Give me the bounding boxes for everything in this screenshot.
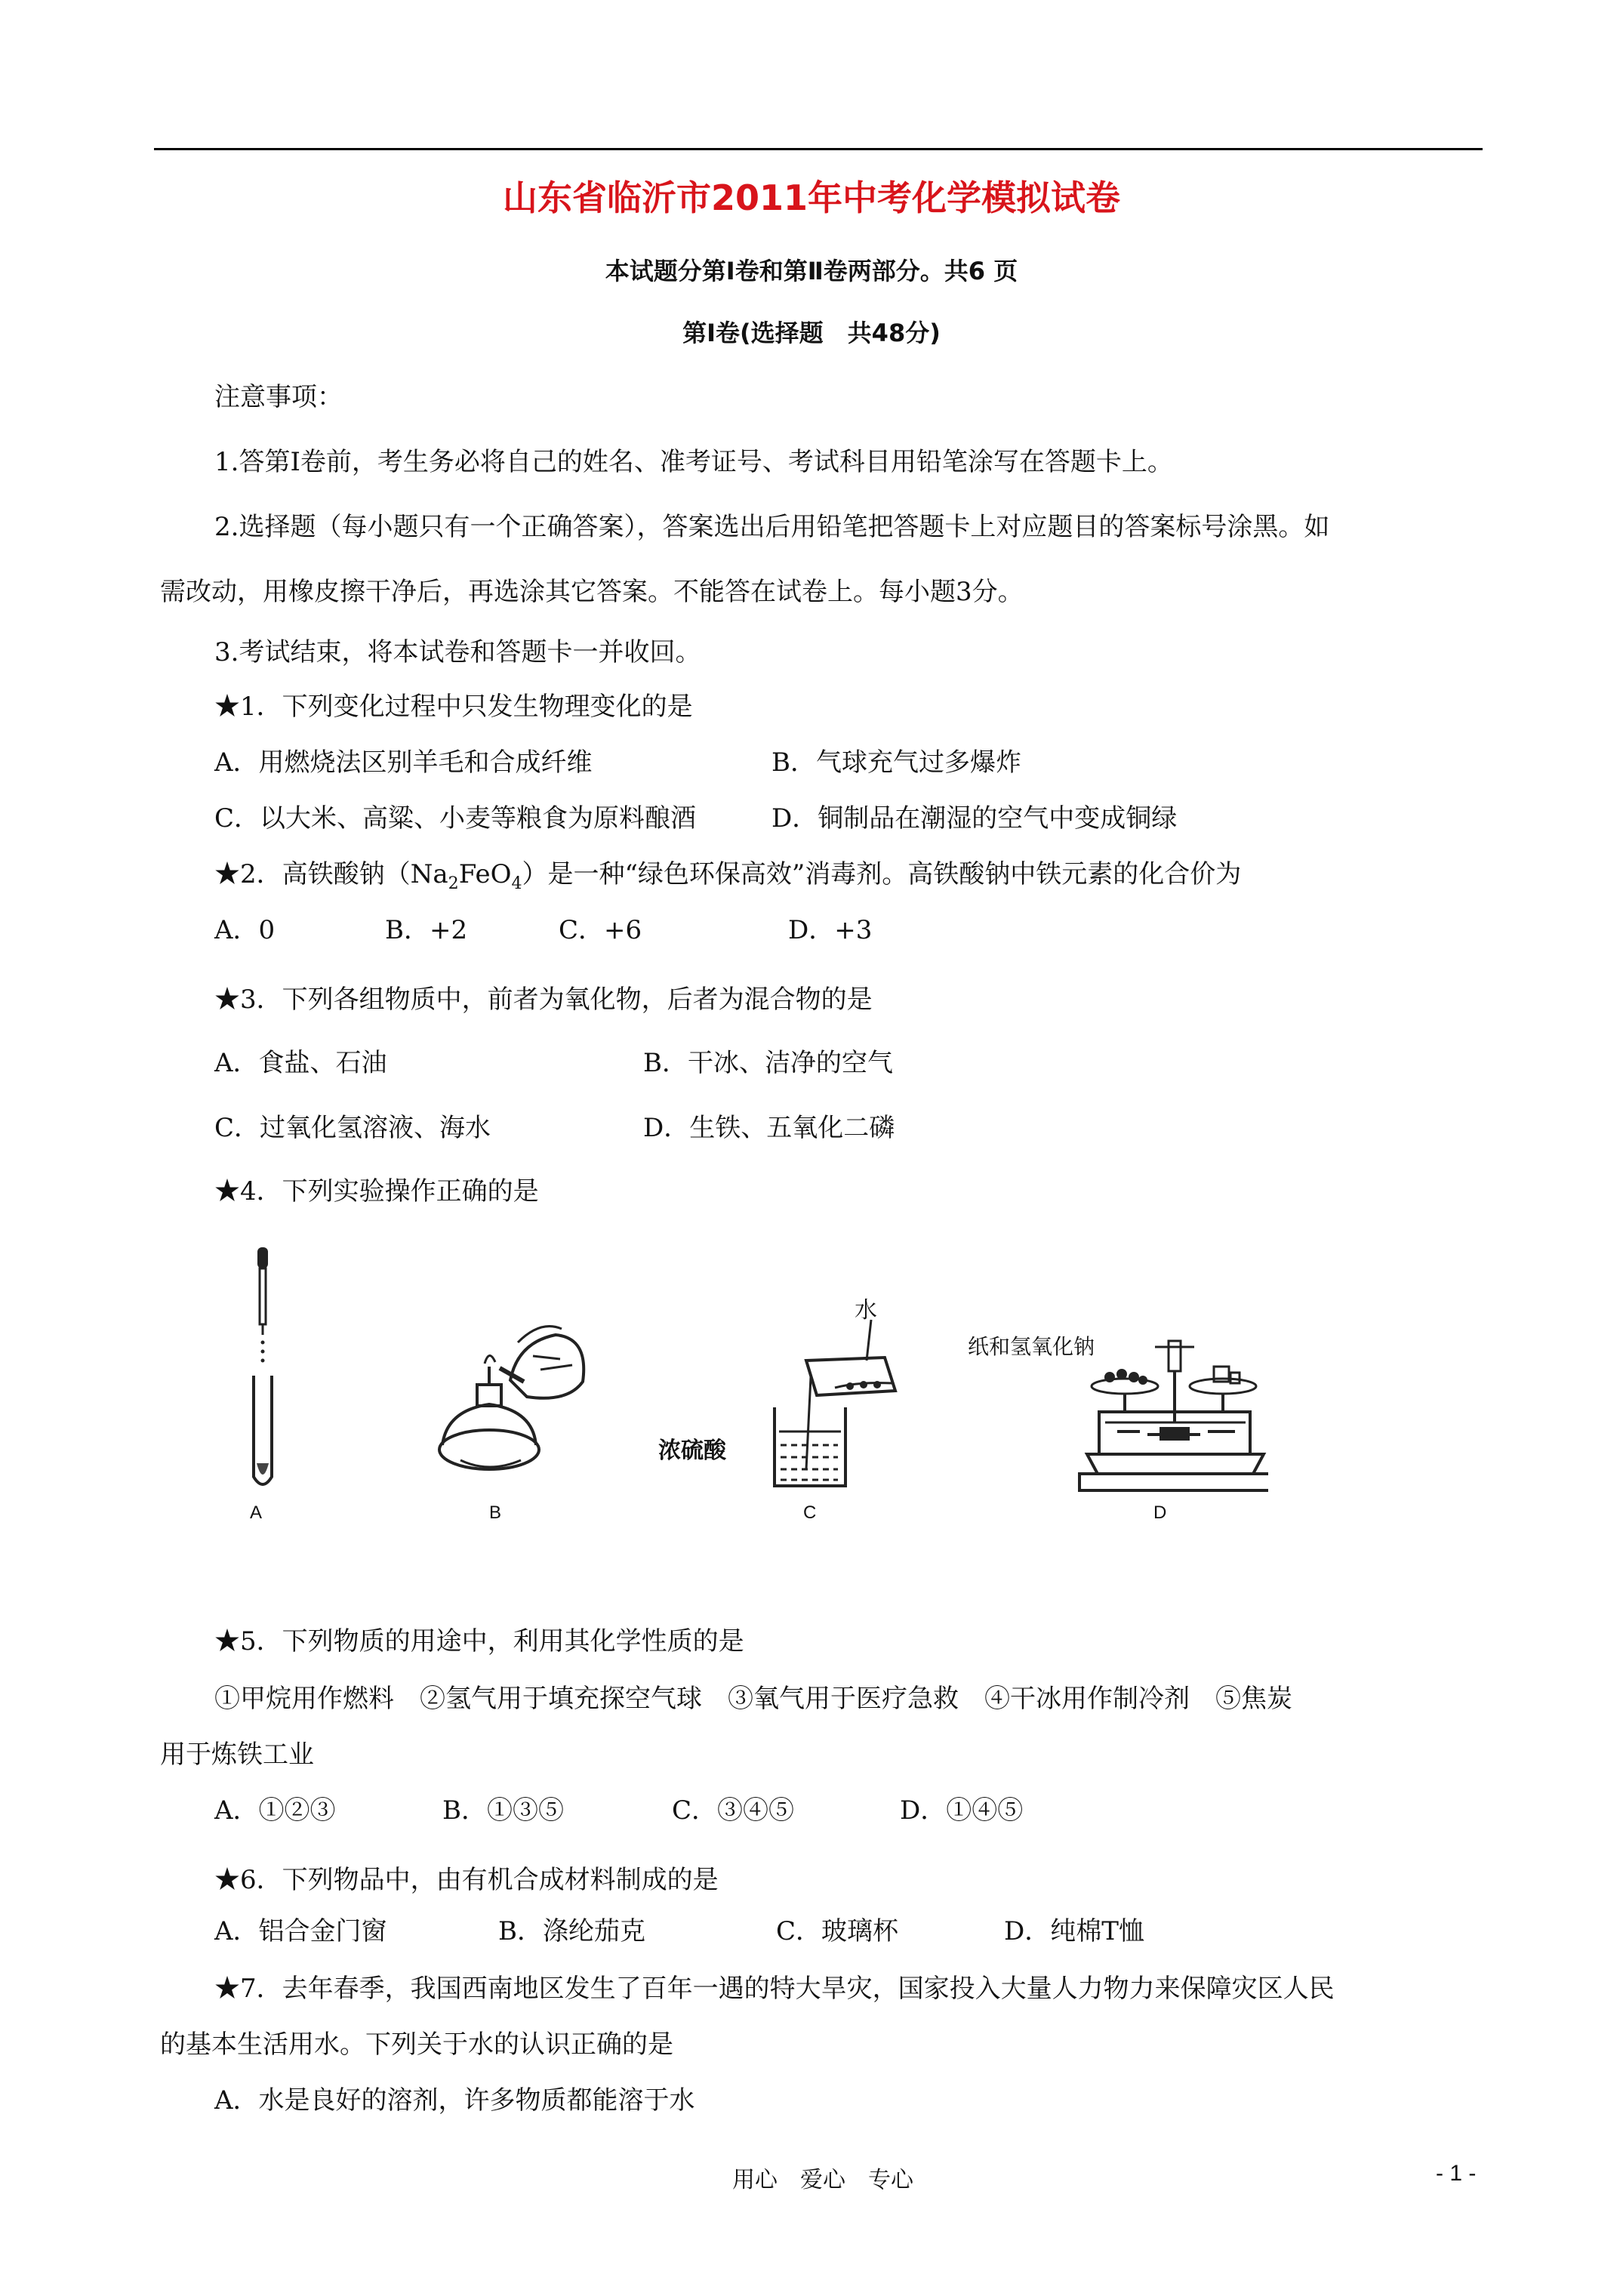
question-7-option-a: A．水是良好的溶剂，许多物质都能溶于水 [214,2085,695,2116]
notice-item-2: 2.选择题（每小题只有一个正确答案），答案选出后用铅笔把答题卡上对应题目的答案标号涂黑。如 [214,512,1330,542]
question-1-option-a: A．用燃烧法区别羊毛和合成纤维 [214,747,593,778]
question-2-stem-pre: ★2．高铁酸钠（Na [214,859,448,889]
question-6-stem: ★6．下列物品中，由有机合成材料制成的是 [214,1865,719,1895]
formula-subscript-2: 4 [511,873,522,893]
question-6-option-c: C．玻璃杯 [776,1916,899,1946]
question-6-option-d: D．纯棉T恤 [1004,1916,1144,1946]
question-7-stem-line-1: ★7．去年春季，我国西南地区发生了百年一遇的特大旱灾，国家投入大量人力物力来保障灾区人民 [214,1974,1335,2004]
question-2-option-a: A．0 [214,915,276,945]
notice-heading: 注意事项： [214,382,343,412]
question-6-option-a: A．铝合金门窗 [214,1916,387,1946]
question-5-stem: ★5．下列物质的用途中，利用其化学性质的是 [214,1626,744,1657]
question-1-option-c: C．以大米、高粱、小麦等粮食为原料酿酒 [214,803,697,834]
section-heading: 第Ⅰ卷(选择题 共48分) [682,319,941,347]
question-2-option-d: D．+3 [788,915,873,945]
notice-item-3: 3.考试结束，将本试卷和答题卡一并收回。 [214,637,701,667]
formula-subscript-1: 2 [448,873,459,893]
notice-item-1: 1.答第Ⅰ卷前，考生务必将自己的姓名、准考证号、考试科目用铅笔涂写在答题卡上。 [214,447,1173,477]
header-rule [154,148,1483,150]
page-subtitle: 本试题分第Ⅰ卷和第Ⅱ卷两部分。共6 页 [605,257,1018,285]
question-4-stem: ★4．下列实验操作正确的是 [214,1176,539,1207]
question-5-option-a: A．①②③ [214,1795,336,1826]
figure-c-label: C [803,1502,817,1523]
question-3-option-c: C．过氧化氢溶液、海水 [214,1113,491,1143]
question-5-items-line-2: 用于炼铁工业 [160,1740,314,1770]
question-3-option-d: D．生铁、五氧化二磷 [643,1113,895,1143]
question-3-option-b: B．干冰、洁净的空气 [643,1048,893,1078]
question-3-option-a: A．食盐、石油 [214,1048,387,1078]
figure-c-beakers [744,1312,910,1493]
question-2-stem [214,858,1241,900]
figure-c-water-label: 水 [855,1297,877,1324]
figure-a-dropper-test-tube [240,1246,285,1495]
question-1-option-d: D．铜制品在潮湿的空气中变成铜绿 [771,803,1178,834]
formula-mid: FeO [458,859,512,889]
footer-motto: 用心 爱心 专心 [732,2167,913,2193]
figure-d-label: D [1153,1502,1167,1523]
figure-b-label: B [489,1502,502,1523]
figure-c-acid-label: 浓硫酸 [658,1438,726,1464]
question-2-option-b: B．+2 [385,915,468,945]
question-6-option-b: B．涤纶茄克 [498,1916,645,1946]
question-5-option-d: D．①④⑤ [900,1795,1024,1826]
figure-d-balance-label: 纸和氢氧化钠 [968,1334,1095,1359]
figure-d-balance [1064,1339,1268,1493]
page-number: - 1 - [1436,2161,1477,2186]
question-5-option-c: C．③④⑤ [672,1795,795,1826]
question-7-stem-line-2: 的基本生活用水。下列关于水的认识正确的是 [160,2029,673,2060]
question-5-items-line-1: ①甲烷用作燃料 ②氢气用于填充探空气球 ③氧气用于医疗急救 ④干冰用作制冷剂 ⑤焦炭 [214,1684,1292,1714]
question-5-option-b: B．①③⑤ [442,1795,564,1826]
question-1-option-b: B．气球充气过多爆炸 [771,747,1021,778]
figure-b-alcohol-lamps [427,1312,601,1486]
question-2-stem-post: ）是一种“绿色环保高效”消毒剂。高铁酸钠中铁元素的化合价为 [522,859,1242,889]
figure-a-label: A [250,1502,263,1523]
page-title: 山东省临沂市2011年中考化学模拟试卷 [502,177,1121,218]
notice-item-2-cont: 需改动，用橡皮擦干净后，再选涂其它答案。不能答在试卷上。每小题3分。 [160,577,1024,607]
question-2-option-c: C．+6 [559,915,642,945]
question-1-stem: ★1．下列变化过程中只发生物理变化的是 [214,692,693,722]
question-3-stem: ★3．下列各组物质中，前者为氧化物，后者为混合物的是 [214,985,873,1015]
